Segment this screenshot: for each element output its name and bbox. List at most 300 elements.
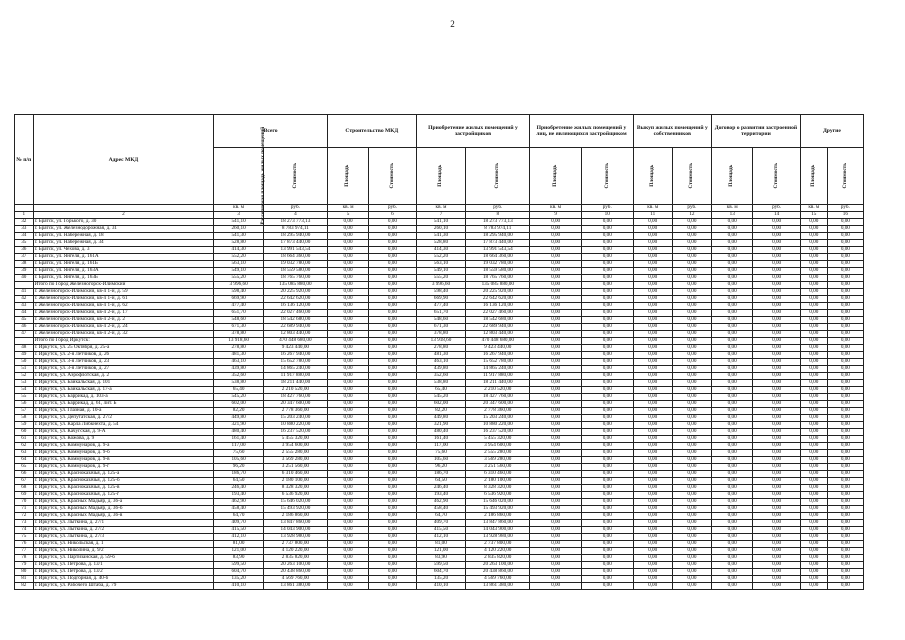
zero-cell: 0,00 [827, 261, 863, 268]
total-cost: 15 652 780,00 [263, 359, 327, 366]
total-area: 260,10 [214, 226, 264, 233]
total-cost: 22 642 620,00 [263, 296, 327, 303]
developer-area: 64,50 [416, 478, 466, 485]
row-number: 37 [15, 254, 34, 261]
total-cost: 14 043 900,00 [263, 527, 327, 534]
zero-cell: 0,00 [800, 345, 827, 352]
total-cost: 12 803 440,00 [263, 331, 327, 338]
row-address: г. Братск, ул. Чехова, д. 3 [33, 247, 214, 254]
developer-cost: 9 423 440,00 [466, 345, 530, 352]
row-number: 41 [15, 289, 34, 296]
construction-area: 0,00 [327, 275, 368, 282]
zero-cell: 0,00 [827, 541, 863, 548]
zero-cell: 0,00 [753, 289, 801, 296]
zero-cell: 0,00 [530, 373, 582, 380]
zero-cell: 0,00 [672, 401, 711, 408]
zero-cell: 0,00 [712, 359, 753, 366]
zero-cell: 0,00 [581, 471, 633, 478]
zero-cell: 0,00 [530, 394, 582, 401]
total-cost: 18 542 680,00 [263, 317, 327, 324]
zero-cell: 0,00 [633, 548, 672, 555]
zero-cell: 0,00 [581, 527, 633, 534]
zero-cell: 0,00 [530, 366, 582, 373]
zero-cell: 0,00 [672, 506, 711, 513]
zero-cell: 0,00 [753, 457, 801, 464]
zero-cell: 0,00 [581, 513, 633, 520]
developer-cost: 13 928 980,00 [466, 534, 530, 541]
construction-cost: 0,00 [369, 499, 417, 506]
row-number: 45 [15, 317, 34, 324]
total-area: 481,30 [214, 352, 264, 359]
construction-area: 0,00 [327, 527, 368, 534]
developer-area: 604,70 [416, 569, 466, 576]
row-number: 59 [15, 422, 34, 429]
developer-cost: 8 783 974,11 [466, 226, 530, 233]
zero-cell: 0,00 [530, 261, 582, 268]
construction-cost: 0,00 [369, 247, 417, 254]
zero-cell: 0,00 [800, 422, 827, 429]
total-cost: 18 664 360,00 [263, 254, 327, 261]
total-cost: 4 569 760,00 [263, 576, 327, 583]
construction-area: 0,00 [327, 548, 368, 555]
zero-cell: 0,00 [753, 219, 801, 226]
developer-cost: 18 664 360,00 [466, 254, 530, 261]
unit-area: кв. м [800, 205, 827, 212]
total-cost: 6 536 920,00 [263, 492, 327, 499]
zero-cell: 0,00 [530, 562, 582, 569]
developer-area: 121,00 [416, 548, 466, 555]
zero-cell: 0,00 [581, 345, 633, 352]
construction-area: 0,00 [327, 254, 368, 261]
total-cost: 15 493 920,00 [263, 506, 327, 513]
header-sub-cost [466, 148, 530, 205]
developer-cost: 18 765 760,00 [466, 275, 530, 282]
total-area: 352,60 [214, 373, 264, 380]
total-cost: 18 427 760,00 [263, 394, 327, 401]
zero-cell: 0,00 [800, 429, 827, 436]
zero-cell: 0,00 [633, 282, 672, 289]
construction-area: 0,00 [327, 576, 368, 583]
developer-cost: 22 027 460,00 [466, 310, 530, 317]
zero-cell: 0,00 [827, 275, 863, 282]
row-number: 66 [15, 471, 34, 478]
zero-cell: 0,00 [800, 338, 827, 345]
total-cost: 3 569 280,00 [263, 457, 327, 464]
total-cost: 20 347 600,00 [263, 401, 327, 408]
zero-cell: 0,00 [672, 548, 711, 555]
zero-cell: 0,00 [672, 415, 711, 422]
zero-cell: 0,00 [800, 261, 827, 268]
zero-cell: 0,00 [827, 569, 863, 576]
construction-area: 0,00 [327, 366, 368, 373]
zero-cell: 0,00 [827, 506, 863, 513]
zero-cell: 0,00 [827, 408, 863, 415]
total-area: 541,10 [214, 219, 264, 226]
developer-cost: 2 180 100,00 [466, 478, 530, 485]
row-number: 62 [15, 443, 34, 450]
zero-cell: 0,00 [753, 268, 801, 275]
row-address: г. Братск, ул. Янгеля, д. 161Б [33, 261, 214, 268]
total-area: 186,70 [214, 471, 264, 478]
total-cost: 16 267 940,00 [263, 352, 327, 359]
zero-cell: 0,00 [672, 359, 711, 366]
zero-cell: 0,00 [530, 268, 582, 275]
zero-cell: 0,00 [633, 527, 672, 534]
zero-cell: 0,00 [581, 492, 633, 499]
zero-cell: 0,00 [753, 359, 801, 366]
zero-cell: 0,00 [800, 324, 827, 331]
zero-cell: 0,00 [800, 485, 827, 492]
total-cost: 13 928 980,00 [263, 534, 327, 541]
zero-cell: 0,00 [753, 583, 801, 590]
developer-area: 481,30 [416, 352, 466, 359]
zero-cell: 0,00 [530, 569, 582, 576]
zero-cell: 0,00 [712, 450, 753, 457]
zero-cell: 0,00 [827, 527, 863, 534]
row-number: 67 [15, 478, 34, 485]
total-area: 64,70 [214, 513, 264, 520]
row-number: 80 [15, 569, 34, 576]
header-group: Строительство МКД [327, 115, 416, 148]
construction-cost: 0,00 [369, 422, 417, 429]
unit-area: кв. м [712, 205, 753, 212]
total-area: 669,90 [214, 296, 264, 303]
zero-cell: 0,00 [581, 359, 633, 366]
row-number: 76 [15, 541, 34, 548]
construction-cost: 0,00 [369, 275, 417, 282]
zero-cell: 0,00 [800, 352, 827, 359]
total-cost: 2 778 360,00 [263, 408, 327, 415]
zero-cell: 0,00 [827, 450, 863, 457]
construction-cost: 0,00 [369, 380, 417, 387]
row-address: г. Иркутск, ул. Кожова, д. 9 [33, 436, 214, 443]
column-number: 1 [15, 212, 34, 219]
developer-cost: 13 991 543,54 [466, 247, 530, 254]
zero-cell: 0,00 [827, 555, 863, 562]
row-address: г. Иркутск, ул. Красноказачья, д. 125-г [33, 492, 214, 499]
zero-cell: 0,00 [712, 520, 753, 527]
zero-cell: 0,00 [672, 226, 711, 233]
zero-cell: 0,00 [530, 331, 582, 338]
construction-area: 0,00 [327, 478, 368, 485]
zero-cell: 0,00 [633, 541, 672, 548]
construction-cost: 0,00 [369, 471, 417, 478]
zero-cell: 0,00 [800, 471, 827, 478]
developer-area: 545,20 [416, 394, 466, 401]
developer-area: 439,80 [416, 366, 466, 373]
row-address: г. Иркутск, ул. 3-я Летчиков, д. 23 [33, 359, 214, 366]
zero-cell: 0,00 [800, 457, 827, 464]
zero-cell: 0,00 [712, 569, 753, 576]
zero-cell: 0,00 [672, 450, 711, 457]
construction-area: 0,00 [327, 401, 368, 408]
construction-cost: 0,00 [369, 541, 417, 548]
zero-cell: 0,00 [672, 296, 711, 303]
row-address: г. Иркутск, ул. Карла Либкнехта, д. 54 [33, 422, 214, 429]
zero-cell: 0,00 [753, 541, 801, 548]
total-area: 602,00 [214, 401, 264, 408]
developer-cost: 10 880 220,00 [466, 422, 530, 429]
total-cost: 15 646 020,00 [263, 499, 327, 506]
zero-cell: 0,00 [530, 282, 582, 289]
zero-cell: 0,00 [753, 464, 801, 471]
total-cost: 3 251 560,00 [263, 464, 327, 471]
total-cost: 3 954 600,00 [263, 443, 327, 450]
zero-cell: 0,00 [672, 324, 711, 331]
row-address: г. Иркутск, ул. Лыткина, д. 27/1 [33, 520, 214, 527]
row-number: 51 [15, 366, 34, 373]
total-area: 463,10 [214, 359, 264, 366]
zero-cell: 0,00 [581, 562, 633, 569]
header-group: Договор о развитии застроенной территории [712, 115, 801, 148]
total-cost: 18 295 940,00 [263, 233, 327, 240]
header-sub-label: Площадь [728, 165, 735, 187]
row-address: г. Иркутск, ул. 3-я Летчиков, д. 27 [33, 366, 214, 373]
zero-cell: 0,00 [753, 338, 801, 345]
construction-cost: 0,00 [369, 401, 417, 408]
zero-cell: 0,00 [827, 359, 863, 366]
construction-cost: 0,00 [369, 569, 417, 576]
zero-cell: 0,00 [530, 415, 582, 422]
row-number: 35 [15, 240, 34, 247]
zero-cell: 0,00 [633, 429, 672, 436]
zero-cell: 0,00 [530, 296, 582, 303]
zero-cell: 0,00 [712, 485, 753, 492]
unit-rub: руб. [466, 205, 530, 212]
zero-cell: 0,00 [530, 534, 582, 541]
zero-cell: 0,00 [581, 583, 633, 590]
unit-area: кв. м [530, 205, 582, 212]
zero-cell: 0,00 [581, 541, 633, 548]
zero-cell: 0,00 [633, 324, 672, 331]
zero-cell: 0,00 [800, 534, 827, 541]
total-area: 121,00 [214, 548, 264, 555]
construction-area: 0,00 [327, 541, 368, 548]
construction-cost: 0,00 [369, 534, 417, 541]
table-row [15, 583, 864, 590]
row-address: г. Иркутск, ул. Рабочего Штаба, д. 79 [33, 583, 214, 590]
total-area: 538,80 [214, 380, 264, 387]
total-area: 439,80 [214, 366, 264, 373]
zero-cell: 0,00 [827, 436, 863, 443]
total-area: 135,20 [214, 576, 264, 583]
zero-cell: 0,00 [530, 443, 582, 450]
developer-cost: 14 865 240,00 [466, 366, 530, 373]
zero-cell: 0,00 [800, 576, 827, 583]
construction-cost: 0,00 [369, 527, 417, 534]
zero-cell: 0,00 [530, 506, 582, 513]
zero-cell: 0,00 [633, 261, 672, 268]
zero-cell: 0,00 [827, 317, 863, 324]
zero-cell: 0,00 [530, 541, 582, 548]
unit-rub: руб. [581, 205, 633, 212]
header-sub-label: Расселяемая площадь жилых помещений [260, 127, 267, 225]
unit-area: кв. м [633, 205, 672, 212]
row-address: г. Иркутск, ул. Лыткина, д. 27/3 [33, 534, 214, 541]
header-sub-cost [827, 148, 863, 205]
row-address: г. Братск, ул. Горького, д. 30 [33, 219, 214, 226]
total-area: 161,40 [214, 436, 264, 443]
zero-cell: 0,00 [633, 254, 672, 261]
construction-area: 0,00 [327, 457, 368, 464]
zero-cell: 0,00 [753, 317, 801, 324]
zero-cell: 0,00 [827, 471, 863, 478]
zero-cell: 0,00 [633, 296, 672, 303]
developer-area: 13 918,60 [416, 338, 466, 345]
zero-cell: 0,00 [581, 338, 633, 345]
zero-cell: 0,00 [827, 324, 863, 331]
zero-cell: 0,00 [672, 331, 711, 338]
developer-area: 669,90 [416, 296, 466, 303]
total-cost: 17 873 440,00 [263, 240, 327, 247]
total-cost: 14 865 240,00 [263, 366, 327, 373]
zero-cell: 0,00 [712, 324, 753, 331]
zero-cell: 0,00 [672, 422, 711, 429]
developer-area: 412,10 [416, 534, 466, 541]
zero-cell: 0,00 [800, 310, 827, 317]
zero-cell: 0,00 [800, 555, 827, 562]
row-number: 39 [15, 268, 34, 275]
zero-cell: 0,00 [712, 443, 753, 450]
header-group: Приобретение жилых помещений у застройщиков [416, 115, 530, 148]
total-area: 458,40 [214, 506, 264, 513]
construction-cost: 0,00 [369, 373, 417, 380]
column-number: 15 [800, 212, 827, 219]
zero-cell: 0,00 [827, 534, 863, 541]
row-address: г. Иркутск, ул. Красноказачья, д. 125-а [33, 471, 214, 478]
zero-cell: 0,00 [753, 422, 801, 429]
developer-cost: 6 536 920,00 [466, 492, 530, 499]
zero-cell: 0,00 [581, 387, 633, 394]
construction-area: 0,00 [327, 359, 368, 366]
construction-area: 0,00 [327, 352, 368, 359]
zero-cell: 0,00 [712, 478, 753, 485]
construction-area: 0,00 [327, 219, 368, 226]
row-number: 65 [15, 464, 34, 471]
zero-cell: 0,00 [753, 471, 801, 478]
zero-cell: 0,00 [800, 289, 827, 296]
developer-area: 81,00 [416, 541, 466, 548]
zero-cell: 0,00 [672, 471, 711, 478]
developer-cost: 15 203 240,00 [466, 415, 530, 422]
developer-cost: 18 273 773,13 [466, 219, 530, 226]
construction-cost: 0,00 [369, 506, 417, 513]
row-address: г. Иркутск, ул. Коммунаров, д. 9-г [33, 464, 214, 471]
row-address: г. Иркутск, ул. Депутатская, д. 27/2 [33, 415, 214, 422]
zero-cell: 0,00 [712, 408, 753, 415]
total-area: 278,80 [214, 345, 264, 352]
construction-cost: 0,00 [369, 457, 417, 464]
zero-cell: 0,00 [530, 233, 582, 240]
construction-area: 0,00 [327, 240, 368, 247]
zero-cell: 0,00 [530, 436, 582, 443]
total-cost: 5 455 320,00 [263, 436, 327, 443]
total-area: 64,50 [214, 478, 264, 485]
row-number: 36 [15, 247, 34, 254]
zero-cell: 0,00 [753, 485, 801, 492]
total-cost: 16 136 120,00 [263, 303, 327, 310]
construction-area: 0,00 [327, 303, 368, 310]
zero-cell: 0,00 [827, 429, 863, 436]
total-area: 477,40 [214, 303, 264, 310]
row-number: 44 [15, 310, 34, 317]
construction-cost: 0,00 [369, 492, 417, 499]
developer-area: 458,40 [416, 506, 466, 513]
column-number: 8 [466, 212, 530, 219]
total-cost: 4 120 220,00 [263, 548, 327, 555]
developer-area: 548,60 [416, 317, 466, 324]
row-address: г. Железногорск-Илимский, кв-л 2-й, д. 24 [33, 324, 214, 331]
zero-cell: 0,00 [530, 359, 582, 366]
zero-cell: 0,00 [753, 436, 801, 443]
total-area: 651,70 [214, 310, 264, 317]
construction-area: 0,00 [327, 415, 368, 422]
zero-cell: 0,00 [581, 548, 633, 555]
zero-cell: 0,00 [581, 352, 633, 359]
zero-cell: 0,00 [827, 401, 863, 408]
unit-area: кв. м [327, 205, 368, 212]
construction-area: 0,00 [327, 499, 368, 506]
construction-cost: 0,00 [369, 352, 417, 359]
construction-area: 0,00 [327, 569, 368, 576]
zero-cell: 0,00 [753, 527, 801, 534]
total-cost: 22 027 460,00 [263, 310, 327, 317]
row-number: 71 [15, 506, 34, 513]
header-sub-area [800, 148, 827, 205]
column-number: 6 [369, 212, 417, 219]
row-address: г. Братск, ул. Янгеля, д. 163Б [33, 275, 214, 282]
construction-area: 0,00 [327, 520, 368, 527]
developer-cost: 3 569 280,00 [466, 457, 530, 464]
developer-cost: 4 569 760,00 [466, 576, 530, 583]
construction-area: 0,00 [327, 338, 368, 345]
zero-cell: 0,00 [712, 492, 753, 499]
zero-cell: 0,00 [753, 240, 801, 247]
zero-cell: 0,00 [530, 450, 582, 457]
zero-cell: 0,00 [753, 324, 801, 331]
developer-cost: 3 251 560,00 [466, 464, 530, 471]
row-number: 55 [15, 394, 34, 401]
header-index: № п/п [15, 115, 34, 205]
developer-cost: 13 861 380,00 [466, 583, 530, 590]
zero-cell: 0,00 [581, 478, 633, 485]
zero-cell: 0,00 [753, 401, 801, 408]
zero-cell: 0,00 [633, 366, 672, 373]
developer-area: 105,60 [416, 457, 466, 464]
zero-cell: 0,00 [827, 513, 863, 520]
total-area: 410,10 [214, 583, 264, 590]
zero-cell: 0,00 [530, 254, 582, 261]
total-cost: 20 225 920,00 [263, 289, 327, 296]
zero-cell: 0,00 [800, 296, 827, 303]
construction-cost: 0,00 [369, 254, 417, 261]
zero-cell: 0,00 [800, 464, 827, 471]
developer-cost: 2 835 820,00 [466, 555, 530, 562]
zero-cell: 0,00 [753, 450, 801, 457]
developer-cost: 20 263 100,00 [466, 562, 530, 569]
header-sub-label: Стоимость [688, 163, 695, 189]
column-number: 10 [581, 212, 633, 219]
zero-cell: 0,00 [800, 359, 827, 366]
zero-cell: 0,00 [530, 380, 582, 387]
zero-cell: 0,00 [712, 303, 753, 310]
zero-cell: 0,00 [633, 415, 672, 422]
zero-cell: 0,00 [712, 345, 753, 352]
zero-cell: 0,00 [581, 366, 633, 373]
construction-cost: 0,00 [369, 324, 417, 331]
total-cost: 2 835 820,00 [263, 555, 327, 562]
zero-cell: 0,00 [633, 492, 672, 499]
